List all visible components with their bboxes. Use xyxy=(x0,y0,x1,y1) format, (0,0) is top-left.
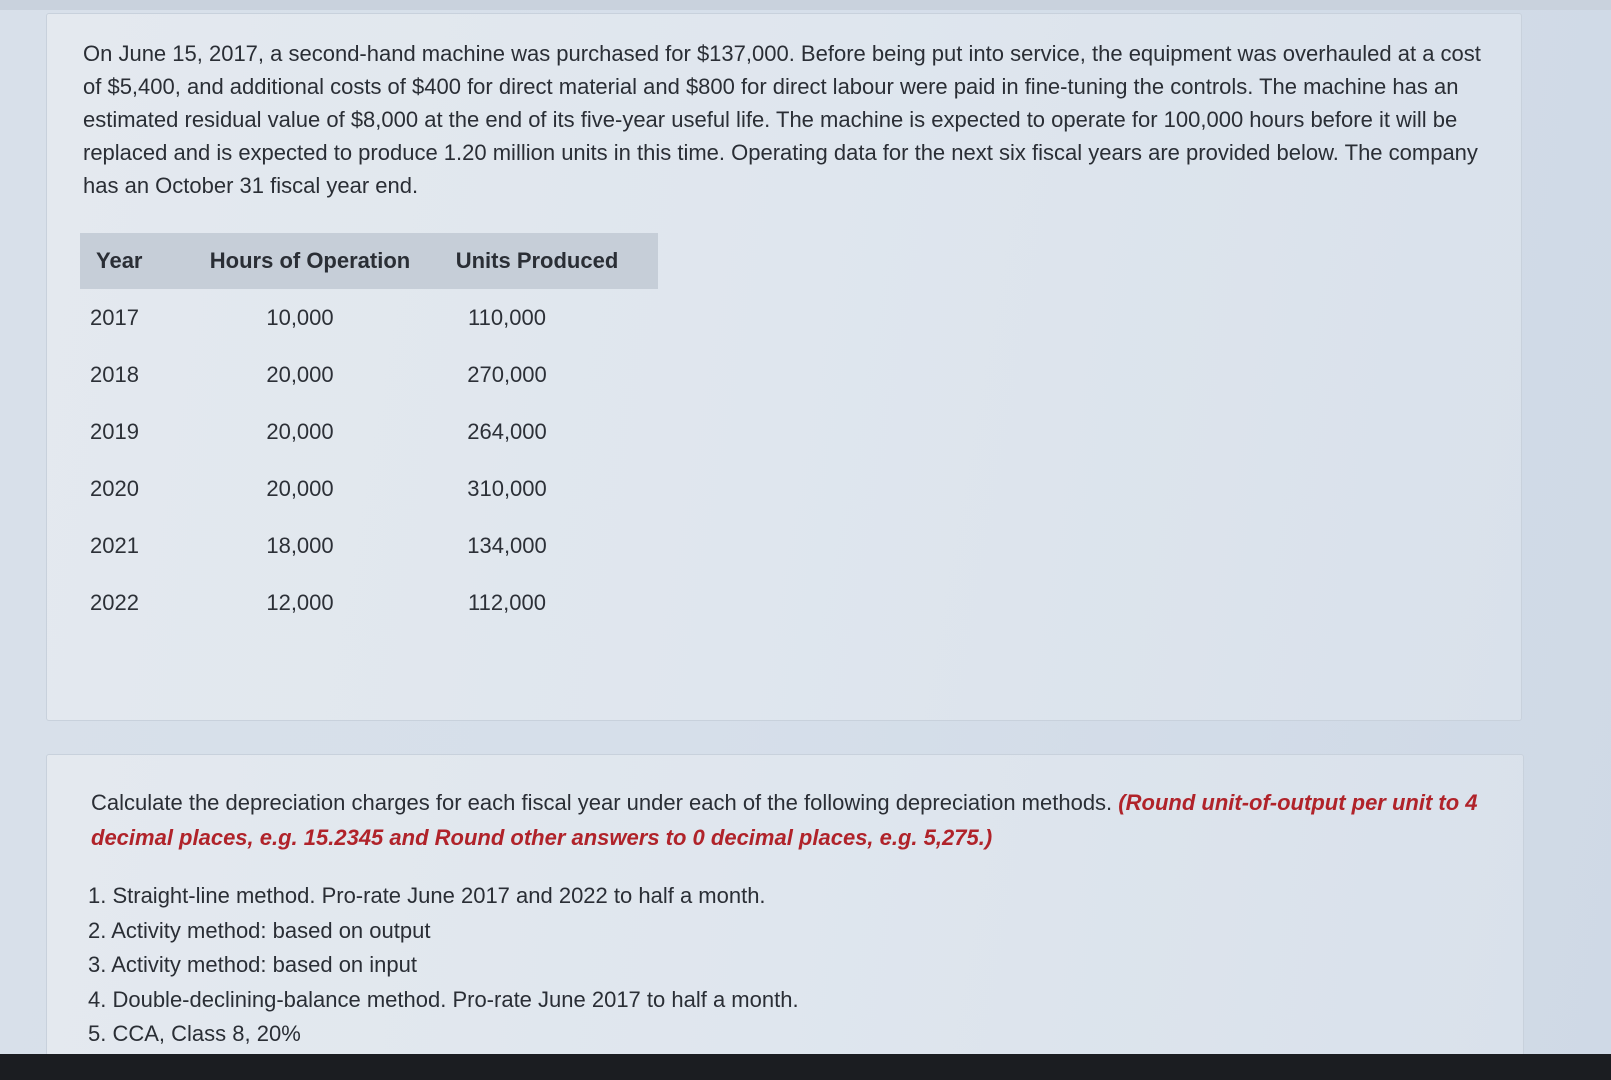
table-row xyxy=(80,460,658,517)
cell-hours: 20,000 xyxy=(266,475,334,501)
operating-data-table xyxy=(80,233,658,631)
cell-year: 2018 xyxy=(90,361,139,387)
cell-hours: 20,000 xyxy=(266,361,334,387)
header-units: Units Produced xyxy=(416,233,658,289)
cell-units: 112,000 xyxy=(468,589,546,615)
cell-year: 2020 xyxy=(90,475,139,501)
problem-card xyxy=(46,13,1522,721)
table-row xyxy=(80,403,658,460)
top-strip xyxy=(0,0,1611,10)
question-instruction: Calculate the depreciation charges for each fiscal year under each of the following depreciation methods. xyxy=(91,790,1113,815)
list-item: 4. Double-declining-balance method. Pro-rate June 2017 to half a month. xyxy=(88,986,799,1012)
cell-units: 310,000 xyxy=(467,475,547,501)
cell-units: 134,000 xyxy=(467,532,547,558)
method-list xyxy=(88,879,799,1052)
list-item: 1. Straight-line method. Pro-rate June 2017 and 2022 to half a month. xyxy=(88,883,766,908)
rounding-note: (Round unit-of-output per unit to 4 decimal places, e.g. 15.2345 and Round other answers to 0 decimal places, e.g. 5,275.) xyxy=(91,790,1478,850)
cell-units: 110,000 xyxy=(468,304,546,330)
cell-hours: 10,000 xyxy=(266,304,334,330)
cell-hours: 12,000 xyxy=(266,589,334,615)
cell-year: 2022 xyxy=(90,589,139,615)
cell-units: 264,000 xyxy=(467,418,547,444)
table-row xyxy=(80,574,658,631)
cell-year: 2019 xyxy=(90,418,139,444)
question-prompt xyxy=(91,785,1501,855)
cell-units: 270,000 xyxy=(467,361,547,387)
header-hours: Hours of Operation xyxy=(204,233,416,289)
cell-year: 2021 xyxy=(90,532,139,558)
cell-year: 2017 xyxy=(90,304,139,330)
header-year: Year xyxy=(80,233,204,289)
list-item: 5. CCA, Class 8, 20% xyxy=(88,1021,301,1046)
question-card xyxy=(46,754,1524,1056)
list-item: 3. Activity method: based on input xyxy=(88,952,417,977)
cell-hours: 20,000 xyxy=(266,418,334,444)
table-row xyxy=(80,289,658,346)
table-row xyxy=(80,346,658,403)
problem-statement: On June 15, 2017, a second-hand machine was purchased for $137,000. Before being put into service, the equipment was overhauled at a cost of $5,400, and additional costs of $400 for direct material and $800 for direct labour were paid in fine-tuning the controls. The machine has an estimated residual value of $8,000 at the end of its five-year useful life. The machine is expected to operate for 100,000 hours before it will be replaced and is expected to produce 1.20 million units in this time. Operating data for the next six fiscal years are provided below. The company has an October 31 fiscal year end. xyxy=(83,41,1481,198)
table-row xyxy=(80,517,658,574)
table-header-row xyxy=(80,233,658,289)
bottom-bar xyxy=(0,1054,1611,1080)
cell-hours: 18,000 xyxy=(266,532,334,558)
list-item: 2. Activity method: based on output xyxy=(88,917,431,943)
